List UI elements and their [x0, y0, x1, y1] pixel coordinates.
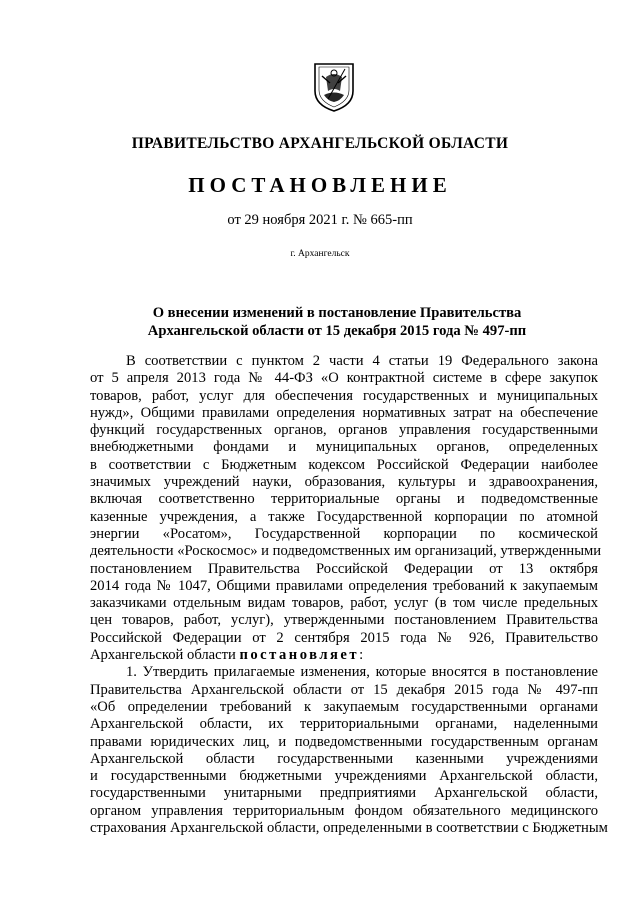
subject-line: Архангельской области от 15 декабря 2015 года № 497-пп: [147, 323, 527, 339]
text-line: цен товаров, работ, услуг), утвержденными постановлением Правительства: [90, 612, 598, 629]
text-line: функций государственных органов, органов управления государственными: [90, 422, 598, 439]
document-body: [90, 353, 608, 837]
text-fragment: :: [359, 647, 364, 664]
paragraph-item-1: [90, 664, 608, 837]
text-line: от 5 апреля 2013 года № 44-ФЗ «О контрактной системе в сфере закупок: [90, 370, 598, 387]
text-line: включая соответственно территориальные органы и подведомственные: [90, 491, 598, 508]
text-line: Правительства Архангельской области от 15 декабря 2015 года № 497-пп: [90, 681, 598, 698]
text-line: правами юридических лиц, и подведомственными государственным органам: [90, 733, 598, 750]
text-fragment: Архангельской области: [90, 647, 236, 664]
text-line: Архангельской области, их территориальными органами, наделенными: [90, 716, 598, 733]
document-date-number: от 29 ноября 2021 г. № 665-пп: [227, 212, 413, 228]
text-line: значимых учреждений науки, образования, культуры и здравоохранения,: [90, 474, 598, 491]
document-city: г. Архангельск: [290, 249, 350, 259]
text-line: В соответствии с пунктом 2 части 4 статьи 19 Федерального закона: [126, 353, 598, 369]
text-line: страхования Архангельской области, определенными в соответствии с Бюджетным: [90, 820, 608, 837]
text-line: нужд», Общими правилами определения нормативных затрат на обеспечение: [90, 404, 598, 421]
document-subject: [90, 304, 584, 340]
text-line: государственными унитарными предприятиями Архангельской области,: [90, 785, 598, 802]
text-line: 2014 года № 1047, Общими правилами определения требований к закупаемым: [90, 577, 598, 594]
text-line: внебюджетными фондами и муниципальных органов, определенных: [90, 439, 598, 456]
resolution-keyword: постановляет: [239, 647, 360, 664]
text-line: товаров, работ, услуг для обеспечения государственных и муниципальных: [90, 387, 598, 404]
text-line: деятельности «Роскосмос» и подведомственных им организаций, утвержденными: [90, 543, 602, 560]
text-line: Архангельской области государственными казенными учреждениями: [90, 750, 598, 767]
text-line: [90, 647, 598, 664]
text-line: органом управления территориальным фондом обязательного медицинского: [90, 802, 598, 819]
document-type-title: ПОСТАНОВЛЕНИЕ: [188, 173, 452, 197]
paragraph-preamble: [90, 353, 602, 664]
coat-of-arms-icon: [312, 61, 356, 113]
text-line: в соответствии с Бюджетным кодексом Российской Федерации наиболее: [90, 456, 598, 473]
text-line: и государственными бюджетными учреждениями Архангельской области,: [90, 768, 598, 785]
subject-line: О внесении изменений в постановление Правительства: [152, 305, 522, 321]
text-line: энергии «Росатом», Государственной корпорации по космической: [90, 525, 598, 542]
organization-title: ПРАВИТЕЛЬСТВО АРХАНГЕЛЬСКОЙ ОБЛАСТИ: [131, 135, 509, 152]
text-line: 1. Утвердить прилагаемые изменения, которые вносятся в постановление: [126, 664, 598, 681]
text-line: заказчиками отдельным видам товаров, работ, услуг (в том числе предельных: [90, 595, 598, 612]
text-line: постановлением Правительства Российской Федерации от 13 октября: [90, 560, 598, 577]
text-line: казенные учреждения, а также Государственной корпорации по атомной: [90, 508, 598, 525]
text-line: «Об определении требований к закупаемым государственными органами: [90, 698, 598, 715]
text-line: Российской Федерации от 2 сентября 2015 года № 926, Правительство: [90, 629, 598, 646]
